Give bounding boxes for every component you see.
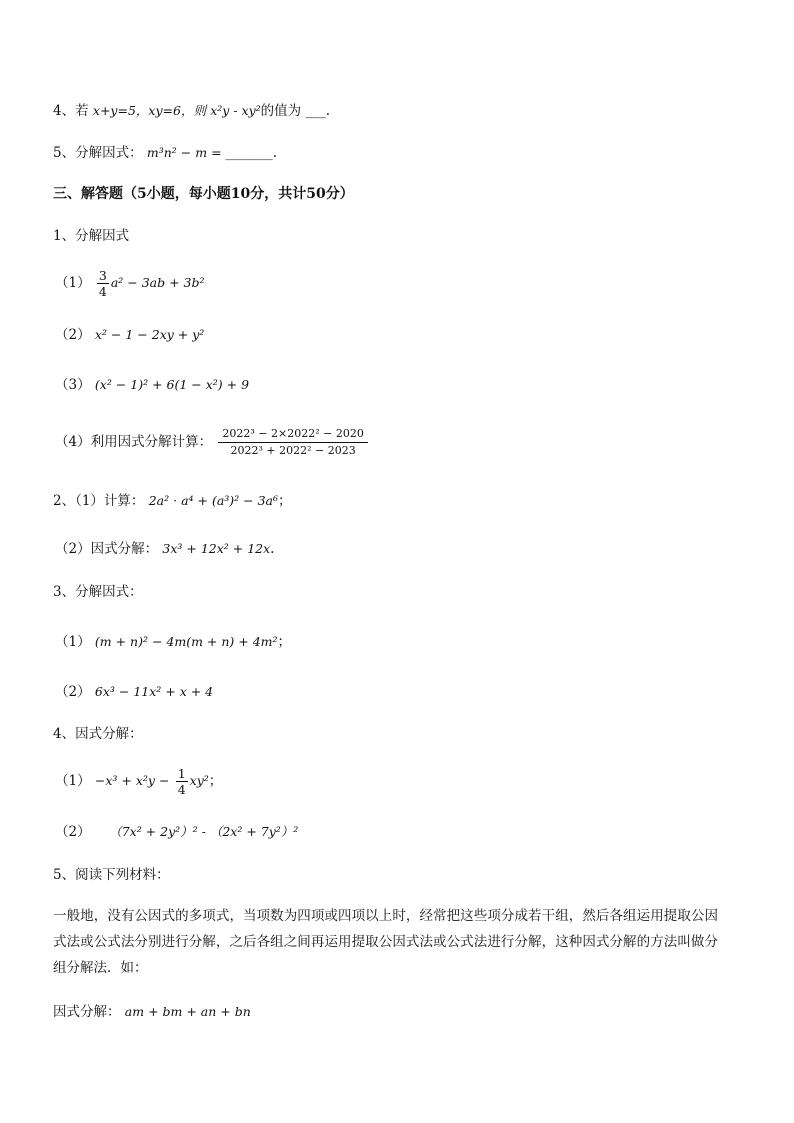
problem-4-part-1 (55, 766, 222, 797)
p4-s1-expression-b: xy² (189, 773, 209, 788)
fraction-numerator: 1 (177, 766, 186, 781)
computation-denominator: 2022³ + 2022² − 2023 (230, 444, 356, 457)
q4-suffix: 的值为 (260, 103, 302, 119)
p1-s2-label: （2） (55, 327, 91, 343)
fraction-one-quarter (176, 766, 188, 797)
p3-s2-label: （2） (55, 684, 91, 700)
computation-fraction (218, 426, 367, 459)
fill-question-4 (53, 102, 330, 120)
problem-1-title: 1、分解因式 (53, 228, 130, 244)
p1-s1-label: （1） (55, 275, 91, 291)
problem-4-part-2 (55, 823, 298, 841)
fraction-denominator: 4 (177, 782, 186, 797)
p3-s2-expression: 6x³ − 11x² + x + 4 (94, 684, 214, 699)
p4-s2-expression: （7x² + 2y²）² - （2x² + 7y²）² (109, 824, 299, 839)
q4-end: . (325, 103, 331, 119)
problem-1-part-4 (55, 426, 370, 459)
p1-s4-label: （4）利用因式分解计算： (55, 434, 213, 450)
p4-s1-label: （1） (55, 773, 91, 789)
fraction-numerator: 3 (98, 268, 107, 283)
fraction-denominator: 4 (98, 284, 107, 299)
problem-5-paragraph: 一般地，没有公因式的多项式，当项数为四项或四项以上时，经常把这些项分成若干组，然后各组运用提取公因式法或公式法分别进行分解，之后各组之间再运用提取公因式法或公式法进行分解，这种因式分解的方法叫做分组分解法．如： (53, 908, 718, 976)
problem-1-part-2 (55, 326, 204, 344)
section-heading: 三、解答题（5小题，每小题10分，共计50分） (53, 186, 354, 202)
q4-prefix: 4、若 (53, 103, 89, 119)
example-expression: am + bm + an + bn (124, 1004, 251, 1019)
problem-5-title: 5、阅读下列材料： (53, 867, 170, 883)
q4-expression: x²y - xy² (210, 103, 261, 118)
p4-s1-expression-a: −x³ + x²y − (94, 773, 170, 788)
p3-s1-label: （1） (55, 634, 91, 650)
problem-5-example (53, 1003, 251, 1021)
problem-3-title: 3、分解因式： (53, 584, 143, 600)
fraction-three-quarters (97, 268, 109, 299)
problem-3-part-2 (55, 683, 213, 701)
problem-1-part-1 (55, 268, 205, 299)
q5-prefix: 5、分解因式： (53, 145, 143, 161)
q4-answer-blank: ___ (305, 103, 326, 119)
p4-s1-end: ； (208, 773, 223, 789)
p3-s1-expression: (m + n)² − 4m(m + n) + 4m² (94, 634, 278, 649)
q5-answer-blank: _______ (225, 145, 273, 161)
example-label: 因式分解： (53, 1004, 121, 1020)
q4-condition: x+y=5，xy=6，则 (92, 103, 206, 118)
p2-s1-end: ； (278, 493, 292, 509)
p1-s1-expression: a² − 3ab + 3b² (110, 275, 205, 290)
problem-1-part-3 (55, 376, 249, 394)
problem-4-title: 4、因式分解： (53, 726, 143, 742)
p2-s1-expression: 2a² · a⁴ + (a³)² − 3a⁶ (148, 493, 279, 508)
computation-numerator: 2022³ − 2×2022² − 2020 (218, 426, 367, 443)
p3-s1-end: ； (277, 634, 292, 650)
p1-s3-label: （3） (55, 377, 91, 393)
problem-3-part-1 (55, 633, 291, 651)
p2-s2-expression: 3x³ + 12x² + 12x (162, 541, 271, 556)
p1-s3-expression: (x² − 1)² + 6(1 − x²) + 9 (94, 377, 250, 392)
problem-2-part-2 (55, 540, 274, 558)
fill-question-5 (53, 144, 277, 162)
p4-s2-label: （2） (55, 824, 91, 840)
q5-expression: m³n² − m = (146, 145, 226, 160)
p2-s1-label: 2、（1）计算： (53, 493, 145, 509)
p1-s2-expression: x² − 1 − 2xy + y² (94, 327, 205, 342)
p2-s2-end: . (270, 541, 275, 557)
q5-end: . (272, 145, 278, 161)
p2-s2-label: （2）因式分解： (55, 541, 159, 557)
problem-2-part-1 (53, 492, 292, 510)
